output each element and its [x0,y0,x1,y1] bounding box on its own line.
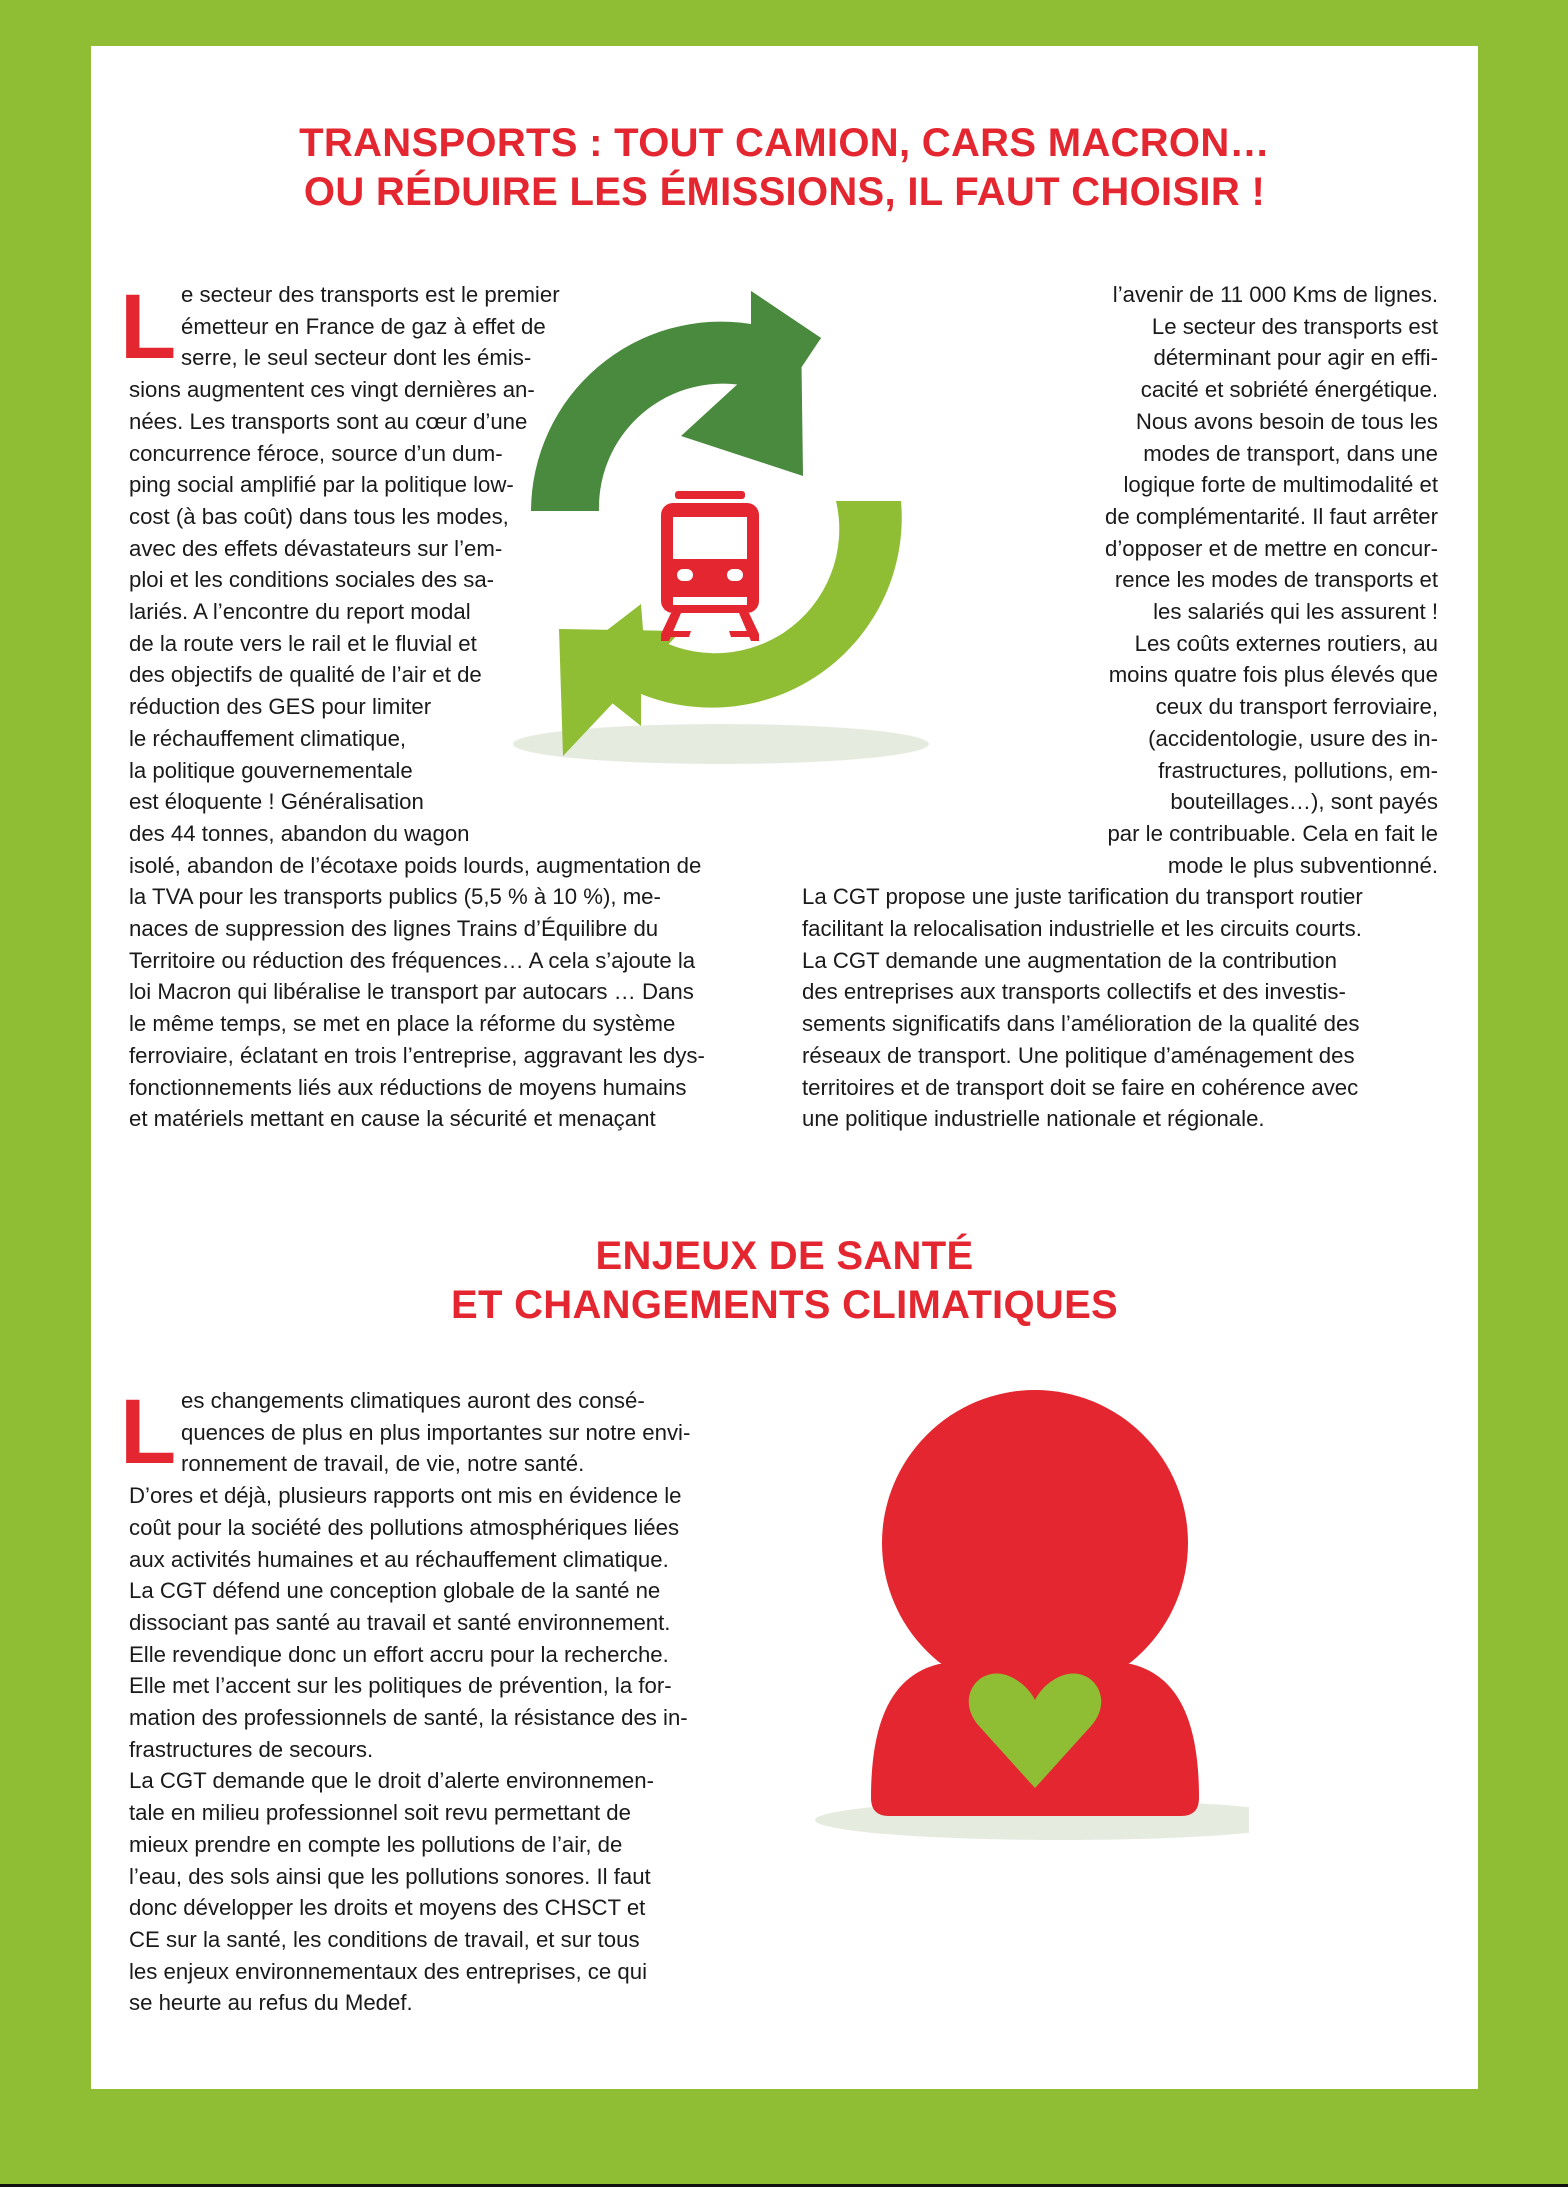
text-line: une politique industrielle nationale et régionale. [802,1106,1265,1132]
text-line: frastructures de secours. [129,1736,374,1762]
text-line: (accidentologie, usure des in- [1148,725,1438,751]
text-line: réduction des GES pour limiter [129,694,432,720]
text-line: avec des effets dévastateurs sur l’em- [129,535,503,561]
text-line: frastructures, pollutions, em- [1158,757,1438,783]
text-line: l’avenir de 11 000 Kms de lignes. [1112,282,1438,307]
text-line: La CGT demande que le droit d’alerte environnemen- [129,1768,655,1794]
text-line: D’ores et déjà, plusieurs rapports ont mis en évidence le [129,1483,682,1509]
text-line: Territoire ou réduction des fréquences… A cela s’ajoute la [129,947,696,973]
text-line: fonctionnements liés aux réductions de moyens humains [129,1074,687,1100]
text-line: cost (à bas coût) dans tous les modes, [129,503,509,529]
text-line: facilitant la relocalisation industrielle et les circuits courts. [802,916,1362,942]
text-line: dissociant pas santé au travail et santé environnement. [129,1609,671,1635]
train-recycle-arrows-icon [501,286,941,766]
text-line: les enjeux environnementaux des entreprises, ce qui [129,1958,648,1984]
text-line: se heurte au refus du Medef. [129,1990,413,2016]
text-line: mation des professionnels de santé, la résistance des in- [129,1705,688,1731]
section2-title: ENJEUX DE SANTÉ ET CHANGEMENTS CLIMATIQUES [450,1234,1119,1327]
text-line: sions augmentent ces vingt dernières an- [129,377,535,403]
text-line: Elle revendique donc un effort accru pour la recherche. [129,1641,669,1667]
section2-column [129,1385,769,2019]
text-line: loi Macron qui libéralise le transport par autocars … Dans [129,979,694,1005]
text-line: des entreprises aux transports collectifs et des investis- [802,979,1346,1005]
text-line: CE sur la santé, les conditions de travail, et sur tous [129,1926,640,1952]
text-line: des 44 tonnes, abandon du wagon [129,820,470,846]
text-line: sements significatifs dans l’amélioration de la qualité des [802,1011,1360,1037]
text-line: rence les modes de transports et [1114,567,1438,593]
section1-title: TRANSPORTS : TOUT CAMION, CARS MACRON… OU RÉDUIRE LES ÉMISSIONS, IL FAUT CHOISIR ! [299,121,1270,214]
text-line: donc développer les droits et moyens des CHSCT et [129,1895,646,1921]
document-page [91,46,1478,2089]
text-line: Le secteur des transports est [1151,313,1438,339]
text-line: La CGT demande une augmentation de la contribution [802,947,1337,973]
text-line: d’opposer et de mettre en concur- [1105,535,1438,561]
text-line: émetteur en France de gaz à effet de [181,313,546,339]
text-line: aux activités humaines et au réchauffement climatique. [129,1546,669,1572]
text-line: La CGT défend une conception globale de la santé ne [129,1578,661,1604]
text-line: la politique gouvernementale [129,757,413,783]
text-line: mieux prendre en compte les pollutions de l’air, de [129,1831,623,1857]
text-line: modes de transport, dans une [1143,440,1438,466]
text-line: concurrence féroce, source d’un dum- [129,440,503,466]
text-line: e secteur des transports est le premier [181,282,560,307]
text-line: de la route vers le rail et le fluvial et [129,630,477,656]
text-line: les salariés qui les assurent ! [1153,599,1438,625]
section1-dropcap: L [120,276,177,378]
text-line: ronnement de travail, de vie, notre santé. [181,1451,585,1477]
text-line: quences de plus en plus importantes sur notre envi- [181,1419,691,1445]
text-line: naces de suppression des lignes Trains d’Équilibre du [129,916,659,942]
text-line: La CGT propose une juste tarification du transport routier [802,884,1363,910]
train-icon [655,491,765,649]
text-line: tale en milieu professionnel soit revu permettant de [129,1800,631,1826]
text-line: cacité et sobriété énergétique. [1140,377,1438,403]
text-line: bouteillages…), sont payés [1170,789,1438,815]
text-line: ping social amplifié par la politique low- [129,472,514,498]
text-line: ferroviaire, éclatant en trois l’entreprise, aggravant les dys- [129,1042,705,1068]
text-line: est éloquente ! Généralisation [129,789,424,815]
text-line: ploi et les conditions sociales des sa- [129,567,495,593]
text-line: Elle met l’accent sur les politiques de prévention, la for- [129,1673,672,1699]
text-line: Nous avons besoin de tous les [1135,408,1438,434]
text-line: logique forte de multimodalité et [1123,472,1438,498]
person-heart-icon [809,1386,1249,1846]
text-line: es changements climatiques auront des consé- [181,1388,645,1413]
text-line: déterminant pour agir en effi- [1153,345,1438,371]
text-line: Les coûts externes routiers, au [1134,630,1438,656]
text-line: mode le plus subventionné. [1167,852,1438,878]
section2-dropcap: L [120,1381,177,1483]
text-line: de complémentarité. Il faut arrêter [1105,503,1438,529]
text-line: nées. Les transports sont au cœur d’une [129,408,528,434]
text-line: serre, le seul secteur dont les émis- [181,345,532,371]
text-line: et matériels mettant en cause la sécurité et menaçant [129,1106,656,1132]
text-line: par le contribuable. Cela en fait le [1107,820,1438,846]
text-line: ceux du transport ferroviaire, [1155,694,1438,720]
text-line: territoires et de transport doit se faire en cohérence avec [802,1074,1359,1100]
text-line: l’eau, des sols ainsi que les pollutions sonores. Il faut [129,1863,651,1889]
text-line: la TVA pour les transports publics (5,5 % à 10 %), me- [129,884,661,910]
text-line: moins quatre fois plus élevés que [1108,662,1438,688]
text-line: réseaux de transport. Une politique d’aménagement des [802,1042,1355,1068]
text-line: coût pour la société des pollutions atmosphériques liées [129,1514,680,1540]
text-line: lariés. A l’encontre du report modal [129,599,471,625]
text-line: le même temps, se met en place la réforme du système [129,1011,676,1037]
text-line: isolé, abandon de l’écotaxe poids lourds, augmentation de [129,852,702,878]
text-line: des objectifs de qualité de l’air et de [129,662,482,688]
text-line: le réchauffement climatique, [129,725,407,751]
